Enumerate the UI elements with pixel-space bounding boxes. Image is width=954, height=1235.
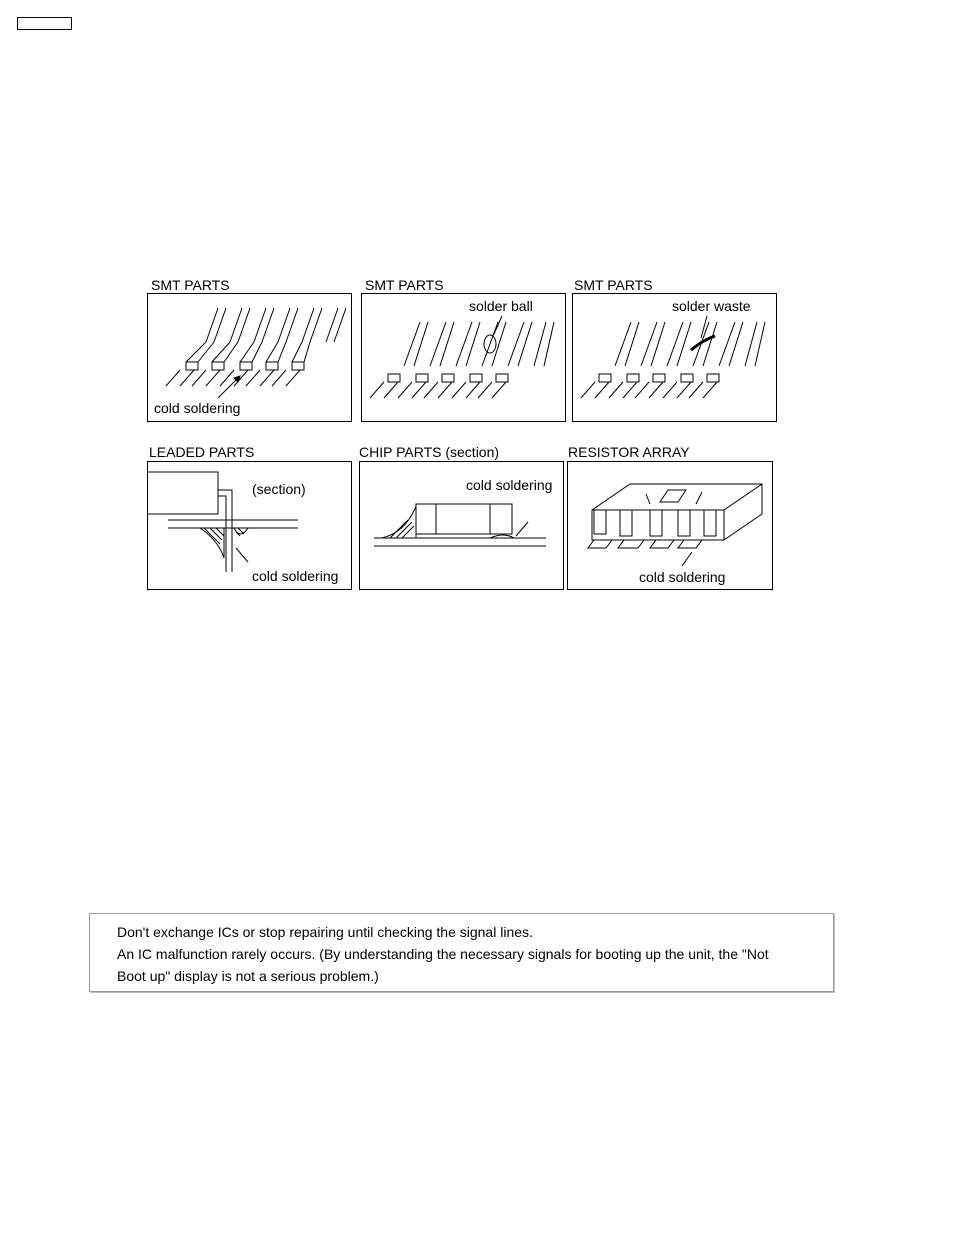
smt-solder-ball-drawing <box>362 294 566 422</box>
panel-title-smt-waste: SMT PARTS <box>574 277 653 293</box>
annotation-cold-soldering-leaded: cold soldering <box>252 568 339 584</box>
panel-title-chip: CHIP PARTS (section) <box>359 444 500 460</box>
note-line-3: Boot up" display is not a serious problem.) <box>117 968 379 984</box>
panel-smt-solder-ball <box>361 293 566 422</box>
panel-title-smt-ball: SMT PARTS <box>365 277 444 293</box>
note-line-1: Don't exchange ICs or stop repairing until checking the signal lines. <box>117 924 533 940</box>
annotation-solder-waste: solder waste <box>672 298 751 314</box>
panel-title-resistor: RESISTOR ARRAY <box>568 444 690 460</box>
panel-resistor-array <box>567 461 773 590</box>
annotation-cold-soldering-resistor: cold soldering <box>639 569 726 585</box>
panel-chip-parts <box>359 461 564 590</box>
page-tag-box <box>17 17 72 30</box>
note-box <box>89 913 834 992</box>
panel-smt-cold-soldering <box>147 293 352 422</box>
annotation-solder-ball: solder ball <box>469 298 533 314</box>
panel-title-leaded: LEADED PARTS <box>149 444 255 460</box>
annotation-cold-soldering: cold soldering <box>154 400 241 416</box>
note-line-2: An IC malfunction rarely occurs. (By understanding the necessary signals for booting up the unit, the "Not <box>117 946 769 962</box>
annotation-section: (section) <box>252 481 306 497</box>
panel-leaded-parts <box>147 461 352 590</box>
annotation-cold-soldering-chip: cold soldering <box>466 477 553 493</box>
panel-title-smt-cold: SMT PARTS <box>151 277 230 293</box>
panel-smt-solder-waste <box>572 293 777 422</box>
